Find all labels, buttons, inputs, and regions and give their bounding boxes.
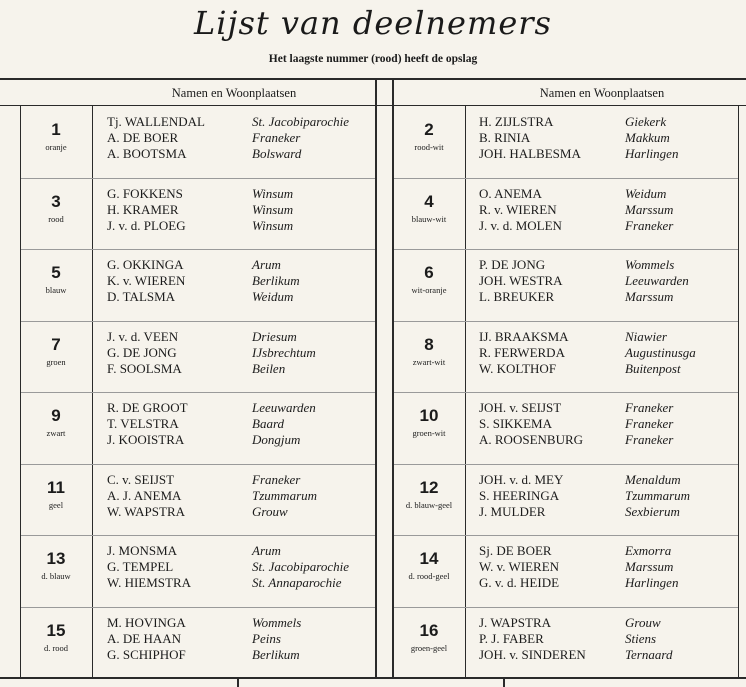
team-color: zwart-wit: [412, 356, 446, 367]
player-name: G. FOKKENS: [107, 185, 183, 201]
player-name: S. HEERINGA: [479, 487, 560, 503]
page-title: Lijst van deelnemers: [194, 4, 552, 42]
player-name: J. v. d. PLOEG: [107, 217, 186, 233]
player-place: Harlingen: [625, 146, 679, 161]
player-name: G. DE JONG: [107, 344, 177, 360]
team-color: groen-wit: [412, 428, 446, 438]
team-number-cell: [393, 478, 465, 510]
team-number-cell: [393, 192, 465, 224]
player-place: St. Jacobiparochie: [252, 559, 349, 574]
player-place: Wommels: [252, 614, 302, 630]
center-divider-left: [375, 80, 377, 677]
team-number-cell: [20, 406, 92, 438]
player-place: Franeker: [625, 217, 674, 233]
column-header-left: Namen en Woonplaatsen: [171, 86, 297, 100]
player-place: Leeuwarden: [625, 273, 689, 288]
player-place: Tzummarum: [252, 487, 318, 503]
row-separator: [21, 321, 375, 322]
team-color: groen-geel: [410, 642, 448, 653]
player-place: Weidum: [625, 185, 667, 201]
page-subtitle: Het laagste nummer (rood) heeft de opslag: [268, 53, 478, 65]
player-place: Franeker: [252, 130, 301, 145]
team-number-cell: [20, 335, 92, 367]
player-name: A. BOOTSMA: [107, 146, 187, 161]
column-header-right: Namen en Woonplaatsen: [539, 86, 665, 100]
row-separator: [21, 464, 375, 465]
player-place: Ternaard: [625, 646, 673, 662]
row-separator: [21, 535, 375, 536]
team-color: d. blauw-geel: [405, 499, 453, 510]
player-name: J. KOOISTRA: [107, 432, 185, 447]
player-place: Marssum: [625, 559, 674, 574]
player-name: W. v. WIEREN: [479, 559, 560, 574]
player-place: IJsbrechtum: [252, 344, 316, 360]
team-number-cell: [20, 263, 92, 295]
team-number-cell: [20, 478, 92, 510]
player-place: Grouw: [252, 503, 288, 519]
player-name: D. TALSMA: [107, 289, 176, 304]
player-place: Bolsward: [252, 146, 302, 161]
row-separator: [21, 392, 375, 393]
team-color: d. rood: [43, 642, 69, 653]
player-name: A. J. ANEMA: [107, 487, 182, 503]
player-place: Winsum: [252, 201, 294, 217]
player-name: Sj. DE BOER: [479, 543, 552, 558]
team-color: rood: [48, 213, 64, 224]
player-place: St. Jacobiparochie: [252, 114, 349, 129]
team-number: 3: [51, 191, 61, 211]
player-place: Arum: [252, 257, 281, 272]
player-name: R. DE GROOT: [107, 400, 188, 415]
team-number-cell: [20, 549, 92, 581]
player-name: JOH. HALBESMA: [479, 146, 581, 161]
player-place: Augustinusga: [625, 344, 696, 360]
player-name: W. WAPSTRA: [107, 503, 186, 519]
player-name: Tj. WALLENDAL: [107, 114, 205, 129]
player-place: Berlikum: [252, 273, 300, 288]
player-place: Niawier: [625, 328, 667, 344]
player-name: H. KRAMER: [107, 201, 179, 217]
team-number: 6: [424, 263, 434, 282]
row-separator: [394, 392, 738, 393]
team-number-cell: [20, 120, 92, 152]
player-place: Franeker: [625, 432, 674, 447]
team-color: oranje: [45, 142, 67, 152]
row-separator: [21, 178, 375, 179]
player-place: Driesum: [252, 328, 297, 344]
team-color: d. blauw: [41, 571, 71, 581]
header-bottom-border: [0, 105, 746, 106]
player-name: J. v. d. VEEN: [107, 328, 179, 344]
player-place: Peins: [252, 630, 281, 646]
player-name: JOH. v. d. MEY: [479, 471, 564, 487]
player-place: Grouw: [625, 614, 661, 630]
player-place: Franeker: [625, 416, 674, 431]
team-number-cell: [393, 549, 465, 581]
player-name: H. ZIJLSTRA: [479, 114, 554, 129]
team-color: geel: [48, 499, 64, 510]
team-number: 15: [46, 620, 66, 640]
player-place: Sexbierum: [625, 503, 680, 519]
player-name: JOH. WESTRA: [479, 273, 563, 288]
player-name: R. v. WIEREN: [479, 201, 557, 217]
right-edge-line: [738, 106, 739, 677]
player-name: J. WAPSTRA: [479, 614, 552, 630]
player-name: G. TEMPEL: [107, 559, 174, 574]
team-number-cell: [393, 263, 465, 295]
player-place: Leeuwarden: [252, 400, 316, 415]
player-name: B. RINIA: [479, 130, 531, 145]
player-place: Marssum: [625, 289, 674, 304]
team-number-cell: [393, 335, 465, 367]
team-number-cell: [393, 621, 465, 653]
team-color: zwart: [46, 428, 66, 438]
player-name: W. KOLTHOF: [479, 360, 557, 376]
player-name: J. MULDER: [479, 503, 546, 519]
player-place: Marssum: [625, 201, 674, 217]
team-number: 2: [424, 120, 434, 139]
player-place: Franeker: [252, 471, 301, 487]
team-color: blauw: [45, 285, 67, 295]
team-number: 9: [51, 406, 61, 425]
team-color: rood-wit: [414, 142, 444, 152]
row-separator: [394, 607, 738, 608]
team-color: blauw-wit: [411, 213, 447, 224]
player-place: Giekerk: [625, 114, 667, 129]
player-name: IJ. BRAAKSMA: [479, 328, 569, 344]
team-number-cell: [393, 120, 465, 152]
team-number: 10: [419, 406, 439, 425]
team-number: 16: [419, 620, 439, 640]
player-place: Makkum: [625, 130, 670, 145]
player-name: A. DE BOER: [107, 130, 179, 145]
row-separator: [394, 535, 738, 536]
player-name: G. SCHIPHOF: [107, 646, 186, 662]
player-place: Buitenpost: [625, 360, 681, 376]
row-separator: [394, 321, 738, 322]
team-color: wit-oranje: [411, 285, 447, 295]
player-name: F. SOOLSMA: [107, 360, 182, 376]
row-separator: [394, 464, 738, 465]
team-color: d. rood-geel: [408, 571, 450, 581]
team-number: 14: [419, 549, 439, 568]
player-name: G. v. d. HEIDE: [479, 575, 560, 590]
center-divider-right: [392, 80, 394, 677]
team-number-cell: [20, 621, 92, 653]
player-place: Weidum: [252, 289, 294, 304]
row-separator: [394, 249, 738, 250]
player-name: A. DE HAAN: [107, 630, 182, 646]
player-place: Tzummarum: [625, 487, 691, 503]
table-top-border: [0, 78, 746, 80]
team-number: 1: [51, 120, 61, 139]
player-name: P. J. FABER: [479, 630, 544, 646]
player-name: A. ROOSENBURG: [479, 432, 584, 447]
team-number: 8: [424, 334, 434, 354]
team-number: 7: [51, 334, 61, 354]
player-name: M. HOVINGA: [107, 614, 186, 630]
player-name: J. v. d. MOLEN: [479, 217, 562, 233]
team-number: 11: [47, 477, 65, 497]
team-number: 13: [46, 549, 66, 568]
player-place: Beilen: [252, 360, 286, 376]
player-place: Franeker: [625, 400, 674, 415]
player-name: T. VELSTRA: [107, 416, 179, 431]
player-name: O. ANEMA: [479, 185, 542, 201]
player-name: R. FERWERDA: [479, 344, 565, 360]
player-name: L. BREUKER: [479, 289, 555, 304]
bottom-tick-left: [237, 678, 239, 687]
team-number: 12: [419, 477, 439, 497]
player-name: G. OKKINGA: [107, 257, 184, 272]
player-place: Harlingen: [625, 575, 679, 590]
player-place: Baard: [252, 416, 285, 431]
team-number-cell: [393, 406, 465, 438]
player-place: Dongjum: [252, 432, 301, 447]
team-number: 5: [51, 263, 61, 282]
player-name: C. v. SEIJST: [107, 471, 175, 487]
player-name: JOH. v. SEIJST: [479, 400, 562, 415]
team-number: 4: [424, 191, 434, 211]
player-place: Arum: [252, 543, 281, 558]
player-name: S. SIKKEMA: [479, 416, 552, 431]
row-separator: [21, 249, 375, 250]
player-place: St. Annaparochie: [252, 575, 342, 590]
player-name: W. HIEMSTRA: [107, 575, 192, 590]
player-name: J. MONSMA: [107, 543, 178, 558]
row-separator: [394, 178, 738, 179]
player-name: JOH. v. SINDEREN: [479, 646, 586, 662]
player-name: K. v. WIEREN: [107, 273, 186, 288]
team-color: groen: [46, 356, 66, 367]
table-bottom-border: [0, 677, 746, 679]
player-place: Winsum: [252, 185, 294, 201]
player-place: Berlikum: [252, 646, 300, 662]
player-place: Winsum: [252, 217, 294, 233]
player-place: Wommels: [625, 257, 675, 272]
player-place: Stiens: [625, 630, 657, 646]
row-separator: [21, 607, 375, 608]
player-place: Exmorra: [625, 543, 672, 558]
player-place: Menaldum: [625, 471, 681, 487]
player-name: P. DE JONG: [479, 257, 546, 272]
team-number-cell: [20, 192, 92, 224]
bottom-tick-right: [503, 678, 505, 687]
